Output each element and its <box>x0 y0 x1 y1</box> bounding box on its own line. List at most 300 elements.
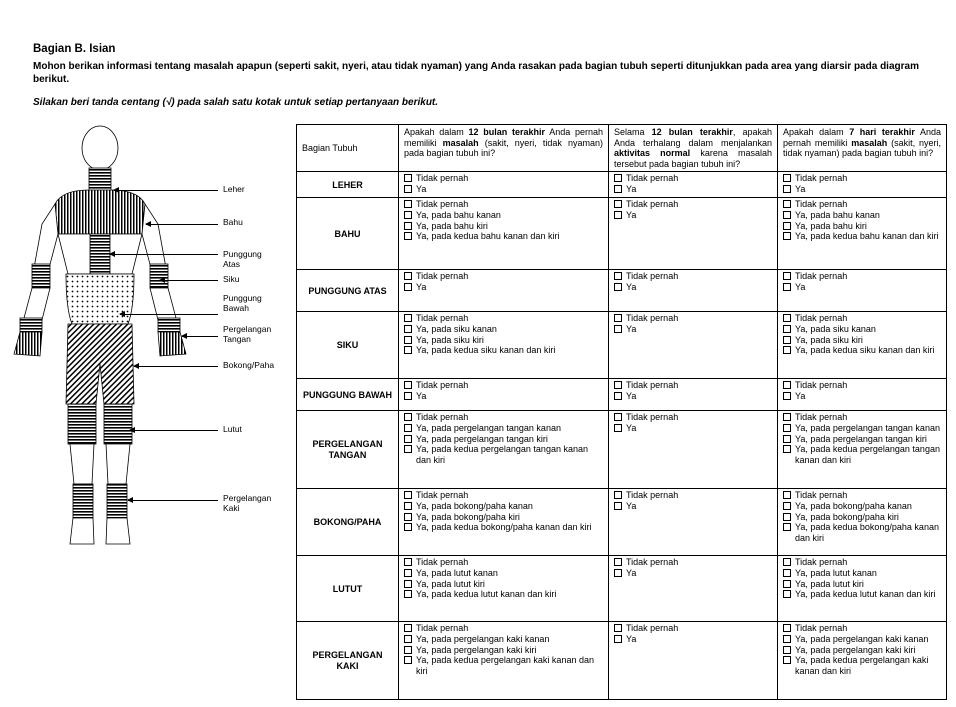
answer-option-label: Tidak pernah <box>795 271 848 282</box>
answer-option[interactable] <box>613 324 773 335</box>
table-row <box>297 312 947 379</box>
answer-option[interactable] <box>613 391 773 402</box>
checkbox[interactable] <box>783 513 791 521</box>
answer-option-label: Tidak pernah <box>795 313 848 324</box>
answer-option[interactable] <box>403 199 604 210</box>
checkbox[interactable] <box>404 656 412 664</box>
answer-option[interactable] <box>613 380 773 391</box>
header-body-part: Bagian Tubuh <box>297 125 399 172</box>
answer-option-label: Tidak pernah <box>416 313 469 324</box>
checkbox[interactable] <box>614 185 622 193</box>
answer-option-label: Ya <box>626 633 637 644</box>
checkbox[interactable] <box>404 232 412 240</box>
answer-option[interactable] <box>403 324 604 335</box>
checkbox[interactable] <box>783 635 791 643</box>
checkbox[interactable] <box>404 513 412 521</box>
answer-option[interactable] <box>782 522 942 543</box>
checkbox[interactable] <box>614 381 622 389</box>
table-row <box>297 411 947 489</box>
answer-option-label: Ya, pada bahu kanan <box>416 209 501 220</box>
header-q1: Apakah dalam 12 bulan terakhir Anda pernah memiliki masalah (sakit, nyeri, tidak nyaman) pada bagian tubuh ini? <box>399 125 609 172</box>
answer-option[interactable] <box>403 221 604 232</box>
checkbox[interactable] <box>404 435 412 443</box>
checkbox[interactable] <box>783 392 791 400</box>
section-title: Bagian B. Isian <box>33 43 116 55</box>
answer-option[interactable] <box>782 173 942 184</box>
label-bahu: Bahu <box>223 217 243 227</box>
checkbox[interactable] <box>404 336 412 344</box>
answer-option-label: Ya, pada bokong/paha kiri <box>795 511 899 522</box>
checkbox[interactable] <box>783 624 791 632</box>
checkbox[interactable] <box>404 569 412 577</box>
checkbox[interactable] <box>404 174 412 182</box>
checkbox[interactable] <box>614 325 622 333</box>
answer-option[interactable] <box>613 557 773 568</box>
answer-option[interactable] <box>403 184 604 195</box>
answer-option-label: Tidak pernah <box>795 173 848 184</box>
intro-text: Mohon berikan informasi tentang masalah apapun (seperti sakit, nyeri, atau tidak nyaman) yang Anda rasakan pada bagian tubuh seperti ditunjukkan pada area yang diarsir pada diagram berikut. <box>33 61 919 85</box>
answer-option[interactable] <box>782 221 942 232</box>
checkbox[interactable] <box>783 200 791 208</box>
answer-option-label: Ya, pada kedua siku kanan dan kiri <box>795 345 935 356</box>
header-q2: Selama 12 bulan terakhir, apakah Anda terhalang dalam menjalankan aktivitas normal karena masalah tersebut pada bagian tubuh ini? <box>609 125 778 172</box>
answer-option-label: Tidak pernah <box>626 313 679 324</box>
checkbox[interactable] <box>783 232 791 240</box>
answer-cell-q2 <box>609 379 778 411</box>
arrow-pergelangan-tangan <box>182 336 218 337</box>
answer-option[interactable] <box>782 623 942 634</box>
answer-option[interactable] <box>782 313 942 324</box>
checkbox[interactable] <box>404 502 412 510</box>
checkbox[interactable] <box>404 314 412 322</box>
answer-option-label: Ya <box>626 209 637 220</box>
checkbox[interactable] <box>783 445 791 453</box>
answer-option-label: Ya, pada kedua siku kanan dan kiri <box>416 345 556 356</box>
answer-option-label: Ya <box>795 390 806 401</box>
answer-option[interactable] <box>782 589 942 600</box>
checkbox[interactable] <box>783 283 791 291</box>
answer-option[interactable] <box>613 568 773 579</box>
answer-option[interactable] <box>782 512 942 523</box>
answer-cell-q2 <box>609 622 778 700</box>
answer-cell-q2 <box>609 312 778 379</box>
answer-option-label: Ya, pada lutut kanan <box>416 567 498 578</box>
answer-option-label: Tidak pernah <box>416 380 469 391</box>
answer-option-label: Tidak pernah <box>416 412 469 423</box>
checkbox[interactable] <box>404 523 412 531</box>
answer-option-label: Tidak pernah <box>795 623 848 634</box>
answer-option-label: Tidak pernah <box>626 557 679 568</box>
answer-option-label: Ya, pada kedua bokong/paha kanan dan kiri <box>416 522 592 533</box>
checkbox[interactable] <box>614 283 622 291</box>
checkbox[interactable] <box>614 272 622 280</box>
checkbox[interactable] <box>404 346 412 354</box>
checkbox[interactable] <box>404 624 412 632</box>
answer-option[interactable] <box>403 271 604 282</box>
arrow-siku <box>160 280 218 281</box>
answer-option-label: Ya, pada pergelangan kaki kanan <box>795 633 929 644</box>
answer-option[interactable] <box>403 512 604 523</box>
answer-option-label: Ya <box>626 281 637 292</box>
answer-option-label: Ya, pada bahu kiri <box>416 220 488 231</box>
checkbox[interactable] <box>783 435 791 443</box>
answer-option-label: Tidak pernah <box>626 490 679 501</box>
answer-option-label: Ya, pada siku kiri <box>795 334 863 345</box>
checkbox[interactable] <box>783 502 791 510</box>
checkbox[interactable] <box>614 200 622 208</box>
answer-option-label: Ya <box>416 281 427 292</box>
answer-option-label: Ya, pada pergelangan tangan kiri <box>416 433 548 444</box>
answer-option[interactable] <box>782 391 942 402</box>
answer-cell-q1 <box>399 556 609 622</box>
body-part-name: PUNGGUNG BAWAH <box>297 379 399 411</box>
body-part-name: SIKU <box>297 312 399 379</box>
checkbox[interactable] <box>783 656 791 664</box>
checkbox[interactable] <box>783 491 791 499</box>
answer-option-label: Tidak pernah <box>626 173 679 184</box>
answer-option[interactable] <box>613 271 773 282</box>
answer-cell-q1 <box>399 379 609 411</box>
checkbox[interactable] <box>783 222 791 230</box>
answer-option[interactable] <box>782 434 942 445</box>
table-row <box>297 489 947 556</box>
answer-option[interactable] <box>403 444 604 465</box>
answer-option[interactable] <box>403 645 604 656</box>
answer-option-label: Ya <box>795 281 806 292</box>
body-part-name: PUNGGUNG ATAS <box>297 270 399 312</box>
instruction-text: Silakan beri tanda centang (√) pada salah satu kotak untuk setiap pertanyaan berikut. <box>33 97 439 108</box>
answer-cell-q3 <box>778 198 947 270</box>
answer-option-label: Ya, pada kedua pergelangan kaki kanan dan kiri <box>795 655 929 676</box>
answer-option-label: Ya, pada bokong/paha kanan <box>795 500 912 511</box>
answer-option[interactable] <box>403 434 604 445</box>
answer-option[interactable] <box>782 184 942 195</box>
answer-option[interactable] <box>613 210 773 221</box>
checkbox[interactable] <box>783 346 791 354</box>
body-part-name: BAHU <box>297 198 399 270</box>
answer-option[interactable] <box>782 645 942 656</box>
checkbox[interactable] <box>614 424 622 432</box>
answer-option-label: Ya <box>626 500 637 511</box>
answer-option[interactable] <box>403 173 604 184</box>
answer-cell-q3 <box>778 622 947 700</box>
answer-option[interactable] <box>403 345 604 356</box>
answer-option[interactable] <box>782 345 942 356</box>
header-q3: Apakah dalam 7 hari terakhir Anda pernah memiliki masalah (sakit, nyeri, tidak nyaman) pada bagian tubuh ini? <box>778 125 947 172</box>
checkbox[interactable] <box>783 558 791 566</box>
answer-option[interactable] <box>403 655 604 676</box>
label-bokong-paha: Bokong/Paha <box>223 360 275 370</box>
answer-option-label: Tidak pernah <box>795 380 848 391</box>
answer-option[interactable] <box>403 423 604 434</box>
answer-option[interactable] <box>613 313 773 324</box>
answer-option-label: Tidak pernah <box>626 380 679 391</box>
checkbox[interactable] <box>404 635 412 643</box>
answer-option[interactable] <box>782 634 942 645</box>
answer-option[interactable] <box>782 579 942 590</box>
checkbox[interactable] <box>614 491 622 499</box>
answer-option[interactable] <box>613 490 773 501</box>
body-diagram <box>10 124 275 554</box>
body-part-name: PERGELANGAN KAKI <box>297 622 399 700</box>
answer-option[interactable] <box>782 501 942 512</box>
label-pergelangan-tangan: Pergelangan Tangan <box>223 324 272 344</box>
checkbox[interactable] <box>404 283 412 291</box>
checkbox[interactable] <box>783 325 791 333</box>
answer-option-label: Ya, pada kedua pergelangan tangan kanan dan kiri <box>795 444 940 465</box>
answer-option[interactable] <box>403 380 604 391</box>
answer-option-label: Ya, pada siku kanan <box>795 323 876 334</box>
checkbox[interactable] <box>614 211 622 219</box>
answer-option[interactable] <box>403 313 604 324</box>
checkbox[interactable] <box>404 325 412 333</box>
answer-option[interactable] <box>613 184 773 195</box>
checkbox[interactable] <box>783 646 791 654</box>
answer-cell-q1 <box>399 270 609 312</box>
answer-cell-q3 <box>778 489 947 556</box>
answer-option-label: Ya <box>416 183 427 194</box>
answer-option[interactable] <box>782 282 942 293</box>
answer-option-label: Tidak pernah <box>416 623 469 634</box>
answer-option[interactable] <box>613 282 773 293</box>
answer-cell-q3 <box>778 312 947 379</box>
questionnaire-table <box>296 124 947 700</box>
checkbox[interactable] <box>614 174 622 182</box>
answer-option-label: Tidak pernah <box>626 271 679 282</box>
answer-option-label: Ya, pada bokong/paha kiri <box>416 511 520 522</box>
checkbox[interactable] <box>404 424 412 432</box>
checkbox[interactable] <box>614 413 622 421</box>
answer-option[interactable] <box>613 412 773 423</box>
answer-option[interactable] <box>403 412 604 423</box>
checkbox[interactable] <box>404 445 412 453</box>
answer-option-label: Ya, pada kedua lutut kanan dan kiri <box>795 589 936 600</box>
answer-option[interactable] <box>403 568 604 579</box>
answer-option[interactable] <box>403 557 604 568</box>
answer-option-label: Ya, pada bokong/paha kanan <box>416 500 533 511</box>
answer-option[interactable] <box>782 412 942 423</box>
answer-option-label: Ya, pada kedua lutut kanan dan kiri <box>416 589 557 600</box>
answer-option-label: Ya, pada siku kanan <box>416 323 497 334</box>
checkbox[interactable] <box>404 200 412 208</box>
label-leher: Leher <box>223 184 245 194</box>
answer-option[interactable] <box>782 210 942 221</box>
answer-option-label: Tidak pernah <box>416 199 469 210</box>
answer-option-label: Tidak pernah <box>416 271 469 282</box>
checkbox[interactable] <box>783 381 791 389</box>
answer-option-label: Ya, pada lutut kanan <box>795 567 877 578</box>
answer-option-label: Tidak pernah <box>795 199 848 210</box>
arrow-bahu <box>146 224 218 225</box>
checkbox[interactable] <box>404 646 412 654</box>
answer-option[interactable] <box>403 522 604 533</box>
checkbox[interactable] <box>404 580 412 588</box>
answer-option[interactable] <box>782 490 942 501</box>
answer-cell-q2 <box>609 556 778 622</box>
checkbox[interactable] <box>614 502 622 510</box>
answer-option[interactable] <box>782 324 942 335</box>
checkbox[interactable] <box>404 222 412 230</box>
answer-option[interactable] <box>403 634 604 645</box>
answer-option-label: Ya, pada kedua bahu kanan dan kiri <box>416 231 560 242</box>
answer-option[interactable] <box>782 423 942 434</box>
answer-option-label: Ya, pada lutut kiri <box>416 578 485 589</box>
label-punggung-atas: Punggung Atas <box>223 249 262 269</box>
answer-option[interactable] <box>782 568 942 579</box>
answer-option[interactable] <box>403 579 604 590</box>
checkbox[interactable] <box>783 413 791 421</box>
answer-option-label: Ya <box>626 567 637 578</box>
answer-option[interactable] <box>403 589 604 600</box>
checkbox[interactable] <box>783 523 791 531</box>
checkbox[interactable] <box>404 392 412 400</box>
answer-option-label: Ya, pada pergelangan kaki kiri <box>795 644 916 655</box>
table-row <box>297 622 947 700</box>
answer-option-label: Ya, pada kedua pergelangan kaki kanan dan kiri <box>416 655 594 676</box>
arrow-pergelangan-kaki <box>128 500 218 501</box>
answer-option[interactable] <box>403 501 604 512</box>
table-row <box>297 198 947 270</box>
answer-option-label: Ya, pada siku kiri <box>416 334 484 345</box>
checkbox[interactable] <box>404 381 412 389</box>
answer-option[interactable] <box>782 655 942 676</box>
table-row <box>297 270 947 312</box>
answer-option[interactable] <box>613 634 773 645</box>
answer-option[interactable] <box>403 231 604 242</box>
checkbox[interactable] <box>783 272 791 280</box>
answer-option[interactable] <box>403 282 604 293</box>
arrow-punggung-atas <box>110 254 218 255</box>
body-map-illustration <box>10 124 210 554</box>
answer-option-label: Ya <box>416 390 427 401</box>
body-part-name: BOKONG/PAHA <box>297 489 399 556</box>
answer-option-label: Ya, pada kedua pergelangan tangan kanan dan kiri <box>416 444 588 465</box>
answer-cell-q2 <box>609 489 778 556</box>
answer-cell-q2 <box>609 172 778 198</box>
body-part-name: LUTUT <box>297 556 399 622</box>
answer-option-label: Tidak pernah <box>416 557 469 568</box>
checkbox[interactable] <box>404 211 412 219</box>
answer-option[interactable] <box>403 490 604 501</box>
checkbox[interactable] <box>783 590 791 598</box>
answer-option-label: Ya, pada pergelangan tangan kanan <box>416 422 561 433</box>
answer-cell-q1 <box>399 489 609 556</box>
answer-cell-q3 <box>778 411 947 489</box>
answer-cell-q1 <box>399 411 609 489</box>
checkbox[interactable] <box>404 413 412 421</box>
answer-option[interactable] <box>782 444 942 465</box>
checkbox[interactable] <box>404 272 412 280</box>
answer-option-label: Tidak pernah <box>626 412 679 423</box>
label-pergelangan-kaki: Pergelangan Kaki <box>223 493 272 513</box>
answer-option[interactable] <box>403 335 604 346</box>
checkbox[interactable] <box>614 392 622 400</box>
label-punggung-bawah: Punggung Bawah <box>223 293 262 313</box>
checkbox[interactable] <box>783 336 791 344</box>
answer-option[interactable] <box>403 623 604 634</box>
checkbox[interactable] <box>783 424 791 432</box>
answer-option[interactable] <box>782 199 942 210</box>
answer-cell-q3 <box>778 172 947 198</box>
arrow-punggung-bawah <box>120 314 218 315</box>
checkbox[interactable] <box>614 558 622 566</box>
checkbox[interactable] <box>404 491 412 499</box>
answer-option[interactable] <box>782 335 942 346</box>
answer-cell-q1 <box>399 172 609 198</box>
table-row <box>297 172 947 198</box>
answer-option-label: Ya <box>626 390 637 401</box>
checkbox[interactable] <box>404 590 412 598</box>
answer-option[interactable] <box>613 623 773 634</box>
answer-option[interactable] <box>613 423 773 434</box>
answer-option-label: Tidak pernah <box>795 557 848 568</box>
answer-option-label: Ya <box>626 422 637 433</box>
checkbox[interactable] <box>783 211 791 219</box>
answer-option-label: Ya, pada lutut kiri <box>795 578 864 589</box>
answer-option-label: Ya, pada pergelangan tangan kanan <box>795 422 940 433</box>
answer-option-label: Tidak pernah <box>416 173 469 184</box>
arrow-leher <box>114 190 218 191</box>
checkbox[interactable] <box>614 635 622 643</box>
answer-option[interactable] <box>782 380 942 391</box>
table-row <box>297 556 947 622</box>
label-siku: Siku <box>223 274 240 284</box>
answer-option[interactable] <box>403 210 604 221</box>
answer-option-label: Ya, pada kedua bahu kanan dan kiri <box>795 231 939 242</box>
checkbox[interactable] <box>614 569 622 577</box>
answer-option-label: Ya, pada pergelangan tangan kiri <box>795 433 927 444</box>
answer-option-label: Ya <box>795 183 806 194</box>
answer-option-label: Ya <box>626 183 637 194</box>
answer-option[interactable] <box>403 391 604 402</box>
answer-option[interactable] <box>782 271 942 282</box>
answer-option[interactable] <box>782 557 942 568</box>
answer-option-label: Ya, pada pergelangan kaki kiri <box>416 644 537 655</box>
answer-option-label: Ya, pada kedua bokong/paha kanan dan kiri <box>795 522 939 543</box>
answer-option-label: Ya, pada bahu kiri <box>795 220 867 231</box>
arrow-bokong-paha <box>134 366 218 367</box>
answer-option-label: Ya <box>626 323 637 334</box>
answer-option-label: Ya, pada bahu kanan <box>795 209 880 220</box>
answer-option[interactable] <box>613 173 773 184</box>
checkbox[interactable] <box>783 580 791 588</box>
checkbox[interactable] <box>404 558 412 566</box>
label-lutut: Lutut <box>223 424 242 434</box>
arrow-lutut <box>130 430 218 431</box>
answer-option[interactable] <box>613 501 773 512</box>
answer-option[interactable] <box>782 231 942 242</box>
answer-option-label: Tidak pernah <box>795 412 848 423</box>
answer-cell-q3 <box>778 379 947 411</box>
checkbox[interactable] <box>783 569 791 577</box>
table-row <box>297 379 947 411</box>
answer-option[interactable] <box>613 199 773 210</box>
answer-option-label: Tidak pernah <box>795 490 848 501</box>
checkbox[interactable] <box>783 185 791 193</box>
checkbox[interactable] <box>404 185 412 193</box>
answer-cell-q1 <box>399 622 609 700</box>
answer-cell-q2 <box>609 198 778 270</box>
answer-option-label: Tidak pernah <box>626 199 679 210</box>
answer-option-label: Tidak pernah <box>416 490 469 501</box>
checkbox[interactable] <box>614 314 622 322</box>
answer-cell-q3 <box>778 556 947 622</box>
checkbox[interactable] <box>783 314 791 322</box>
body-part-name: LEHER <box>297 172 399 198</box>
answer-cell-q2 <box>609 411 778 489</box>
checkbox[interactable] <box>783 174 791 182</box>
checkbox[interactable] <box>614 624 622 632</box>
